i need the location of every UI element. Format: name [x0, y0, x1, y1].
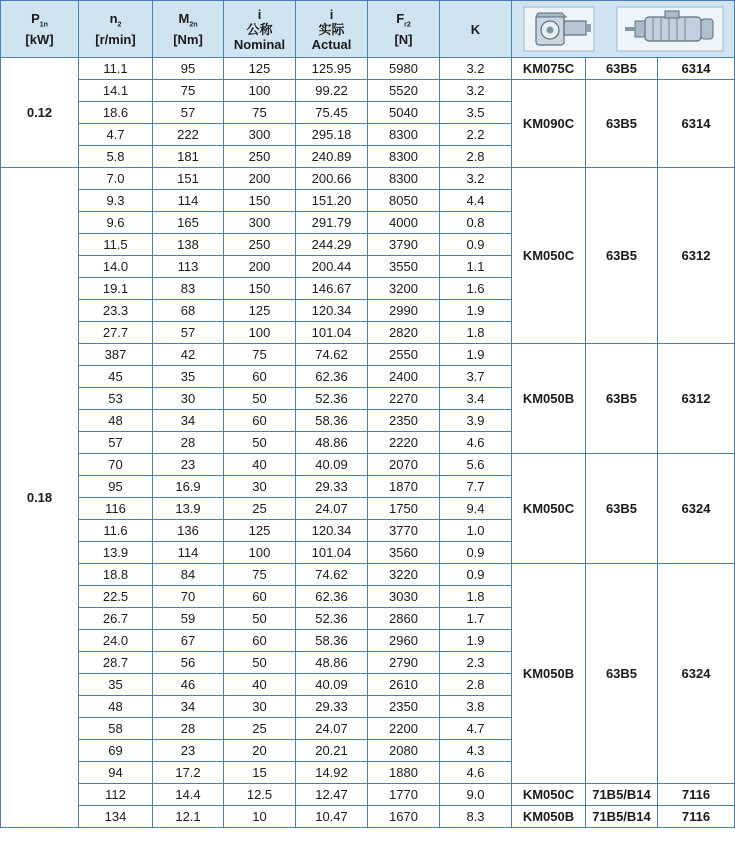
ratio-actual-cell: 48.86: [296, 432, 368, 454]
radial-force-cell: 2220: [368, 432, 440, 454]
ratio-nominal-cell: 50: [224, 652, 296, 674]
ratio-nominal-symbol: i: [257, 6, 262, 22]
ratio-actual-cell: 52.36: [296, 608, 368, 630]
ratio-nominal-cell: 50: [224, 432, 296, 454]
ratio-actual-cell: 101.04: [296, 542, 368, 564]
speed-cell: 23.3: [79, 300, 153, 322]
product-images-header: [512, 1, 735, 58]
ratio-actual-cell: 58.36: [296, 630, 368, 652]
service-factor-cell: 2.8: [440, 146, 512, 168]
service-factor-cell: 0.8: [440, 212, 512, 234]
radial-force-cell: 2400: [368, 366, 440, 388]
service-factor-cell: 3.4: [440, 388, 512, 410]
ratio-nominal-cell: 75: [224, 344, 296, 366]
torque-cell: 70: [153, 586, 224, 608]
radial-force-cell: 2960: [368, 630, 440, 652]
ratio-nominal-cell: 200: [224, 256, 296, 278]
radial-force-cell: 2610: [368, 674, 440, 696]
speed-cell: 27.7: [79, 322, 153, 344]
ratio-nominal-cell: 15: [224, 762, 296, 784]
radial-force-cell: 2790: [368, 652, 440, 674]
torque-cell: 68: [153, 300, 224, 322]
ratio-nominal-cell: 25: [224, 718, 296, 740]
service-factor-cell: 3.7: [440, 366, 512, 388]
radial-force-subscript: r2: [404, 21, 411, 29]
radial-force-cell: 1670: [368, 806, 440, 828]
speed-cell: 95: [79, 476, 153, 498]
flange-cell: 63B5: [586, 564, 658, 784]
ratio-nominal-en-label: Nominal: [233, 36, 286, 52]
ratio-actual-cell: 146.67: [296, 278, 368, 300]
ratio-nominal-cell: 30: [224, 476, 296, 498]
ratio-nominal-cell: 75: [224, 564, 296, 586]
ratio-actual-cell: 295.18: [296, 124, 368, 146]
model-cell: KM050C: [512, 168, 586, 344]
ratio-nominal-cell: 100: [224, 322, 296, 344]
torque-symbol: M: [178, 10, 190, 26]
speed-cell: 11.1: [79, 58, 153, 80]
ratio-actual-cell: 62.36: [296, 366, 368, 388]
ratio-nominal-cell: 250: [224, 146, 296, 168]
speed-cell: 116: [79, 498, 153, 520]
ratio-actual-cell: 12.47: [296, 784, 368, 806]
speed-cell: 58: [79, 718, 153, 740]
service-factor-cell: 0.9: [440, 564, 512, 586]
flange-cell: 63B5: [586, 168, 658, 344]
col-radial-force-header: [368, 1, 440, 58]
service-factor-cell: 1.9: [440, 344, 512, 366]
table-row: [1, 344, 735, 366]
speed-cell: 11.5: [79, 234, 153, 256]
radial-force-cell: 2080: [368, 740, 440, 762]
col-ratio-nominal-header: [224, 1, 296, 58]
service-factor-cell: 4.6: [440, 432, 512, 454]
service-factor-cell: 4.7: [440, 718, 512, 740]
radial-force-cell: 2550: [368, 344, 440, 366]
speed-symbol: n: [109, 10, 118, 26]
radial-force-cell: 8300: [368, 146, 440, 168]
service-factor-cell: 1.6: [440, 278, 512, 300]
ratio-nominal-cell: 300: [224, 212, 296, 234]
torque-cell: 34: [153, 696, 224, 718]
torque-cell: 165: [153, 212, 224, 234]
ratio-nominal-cell: 50: [224, 388, 296, 410]
torque-cell: 34: [153, 410, 224, 432]
radial-force-cell: 3560: [368, 542, 440, 564]
power-subscript: 1n: [39, 21, 48, 29]
speed-cell: 7.0: [79, 168, 153, 190]
ratio-actual-cell: 74.62: [296, 564, 368, 586]
ratio-actual-cell: 74.62: [296, 344, 368, 366]
code-cell: 6314: [658, 80, 735, 168]
torque-cell: 17.2: [153, 762, 224, 784]
speed-cell: 19.1: [79, 278, 153, 300]
ratio-nominal-cell: 40: [224, 454, 296, 476]
service-factor-cell: 2.8: [440, 674, 512, 696]
ratio-actual-cell: 48.86: [296, 652, 368, 674]
radial-force-cell: 3550: [368, 256, 440, 278]
radial-force-symbol: F: [396, 10, 405, 26]
radial-force-cell: 5980: [368, 58, 440, 80]
radial-force-cell: 3200: [368, 278, 440, 300]
speed-cell: 48: [79, 696, 153, 718]
code-cell: 6324: [658, 564, 735, 784]
speed-cell: 134: [79, 806, 153, 828]
service-factor-cell: 4.3: [440, 740, 512, 762]
ratio-nominal-cell: 60: [224, 410, 296, 432]
ratio-actual-cell: 62.36: [296, 586, 368, 608]
col-torque-header: [153, 1, 224, 58]
speed-cell: 22.5: [79, 586, 153, 608]
torque-cell: 23: [153, 454, 224, 476]
service-factor-cell: 1.9: [440, 300, 512, 322]
torque-cell: 151: [153, 168, 224, 190]
torque-subscript: 2n: [189, 21, 198, 29]
speed-cell: 94: [79, 762, 153, 784]
torque-cell: 35: [153, 366, 224, 388]
table-row: [1, 168, 735, 190]
speed-cell: 4.7: [79, 124, 153, 146]
speed-cell: 35: [79, 674, 153, 696]
ratio-nominal-cell: 60: [224, 630, 296, 652]
ratio-nominal-cell: 300: [224, 124, 296, 146]
code-cell: 6314: [658, 58, 735, 80]
power-value: 0.18: [1, 168, 79, 828]
ratio-actual-cell: 24.07: [296, 498, 368, 520]
ratio-nominal-cell: 125: [224, 520, 296, 542]
ratio-nominal-cell: 10: [224, 806, 296, 828]
service-factor-cell: 1.1: [440, 256, 512, 278]
torque-cell: 75: [153, 80, 224, 102]
ratio-actual-cell: 52.36: [296, 388, 368, 410]
ratio-nominal-cell: 50: [224, 608, 296, 630]
ratio-nominal-cn-label: 公称: [246, 21, 273, 37]
col-power-header: [1, 1, 79, 58]
col-ratio-actual-header: [296, 1, 368, 58]
col-speed-header: [79, 1, 153, 58]
service-factor-cell: 0.9: [440, 542, 512, 564]
ratio-nominal-cell: 75: [224, 102, 296, 124]
speed-cell: 9.6: [79, 212, 153, 234]
speed-cell: 14.0: [79, 256, 153, 278]
speed-cell: 48: [79, 410, 153, 432]
speed-cell: 387: [79, 344, 153, 366]
torque-cell: 16.9: [153, 476, 224, 498]
ratio-actual-cell: 40.09: [296, 454, 368, 476]
ratio-actual-cn-label: 实际: [318, 21, 345, 37]
radial-force-cell: 2990: [368, 300, 440, 322]
torque-cell: 136: [153, 520, 224, 542]
ratio-actual-cell: 120.34: [296, 520, 368, 542]
radial-force-cell: 5520: [368, 80, 440, 102]
radial-force-unit: [N]: [394, 32, 413, 48]
torque-cell: 12.1: [153, 806, 224, 828]
torque-cell: 14.4: [153, 784, 224, 806]
speed-cell: 53: [79, 388, 153, 410]
ratio-nominal-cell: 150: [224, 278, 296, 300]
radial-force-cell: 2350: [368, 410, 440, 432]
ratio-actual-cell: 125.95: [296, 58, 368, 80]
ratio-actual-cell: 29.33: [296, 696, 368, 718]
model-cell: KM090C: [512, 80, 586, 168]
torque-cell: 138: [153, 234, 224, 256]
ratio-actual-cell: 24.07: [296, 718, 368, 740]
ratio-actual-cell: 200.44: [296, 256, 368, 278]
model-cell: KM050B: [512, 344, 586, 454]
torque-cell: 28: [153, 432, 224, 454]
ratio-actual-cell: 151.20: [296, 190, 368, 212]
radial-force-cell: 2070: [368, 454, 440, 476]
service-factor-cell: 1.0: [440, 520, 512, 542]
ratio-actual-cell: 40.09: [296, 674, 368, 696]
ratio-nominal-cell: 12.5: [224, 784, 296, 806]
ratio-actual-cell: 120.34: [296, 300, 368, 322]
torque-cell: 114: [153, 542, 224, 564]
ratio-actual-cell: 58.36: [296, 410, 368, 432]
torque-cell: 46: [153, 674, 224, 696]
radial-force-cell: 1870: [368, 476, 440, 498]
flange-cell: 71B5/B14: [586, 784, 658, 806]
table-row: [1, 564, 735, 586]
torque-cell: 114: [153, 190, 224, 212]
speed-unit: [r/min]: [95, 32, 136, 48]
table-row: [1, 806, 735, 828]
radial-force-cell: 8300: [368, 124, 440, 146]
radial-force-cell: 8050: [368, 190, 440, 212]
ratio-nominal-cell: 40: [224, 674, 296, 696]
radial-force-cell: 1770: [368, 784, 440, 806]
speed-cell: 18.8: [79, 564, 153, 586]
torque-cell: 30: [153, 388, 224, 410]
torque-cell: 95: [153, 58, 224, 80]
torque-cell: 181: [153, 146, 224, 168]
service-factor-cell: 4.6: [440, 762, 512, 784]
ratio-nominal-cell: 60: [224, 366, 296, 388]
speed-cell: 5.8: [79, 146, 153, 168]
ratio-actual-cell: 20.21: [296, 740, 368, 762]
speed-cell: 57: [79, 432, 153, 454]
table-row: [1, 58, 735, 80]
radial-force-cell: 3030: [368, 586, 440, 608]
radial-force-cell: 5040: [368, 102, 440, 124]
power-symbol: P: [31, 10, 40, 26]
model-cell: KM050C: [512, 784, 586, 806]
ratio-actual-cell: 291.79: [296, 212, 368, 234]
service-factor-cell: 1.8: [440, 586, 512, 608]
ratio-nominal-cell: 60: [224, 586, 296, 608]
ratio-actual-cell: 99.22: [296, 80, 368, 102]
torque-cell: 13.9: [153, 498, 224, 520]
flange-cell: 63B5: [586, 454, 658, 564]
speed-cell: 11.6: [79, 520, 153, 542]
torque-cell: 222: [153, 124, 224, 146]
radial-force-cell: 8300: [368, 168, 440, 190]
code-cell: 6324: [658, 454, 735, 564]
speed-cell: 28.7: [79, 652, 153, 674]
speed-cell: 112: [79, 784, 153, 806]
service-factor-cell: 3.2: [440, 80, 512, 102]
radial-force-cell: 4000: [368, 212, 440, 234]
table-row: [1, 454, 735, 476]
service-factor-cell: 2.2: [440, 124, 512, 146]
ratio-nominal-cell: 125: [224, 58, 296, 80]
service-factor-cell: 1.8: [440, 322, 512, 344]
header-row: [1, 1, 735, 58]
ratio-actual-cell: 10.47: [296, 806, 368, 828]
power-unit: [kW]: [25, 32, 54, 48]
service-factor-cell: 5.6: [440, 454, 512, 476]
ratio-nominal-cell: 100: [224, 542, 296, 564]
torque-cell: 84: [153, 564, 224, 586]
ratio-actual-cell: 29.33: [296, 476, 368, 498]
service-factor-cell: 3.2: [440, 58, 512, 80]
flange-cell: 63B5: [586, 58, 658, 80]
speed-cell: 18.6: [79, 102, 153, 124]
service-factor-cell: 3.8: [440, 696, 512, 718]
speed-cell: 14.1: [79, 80, 153, 102]
service-factor-cell: 7.7: [440, 476, 512, 498]
radial-force-cell: 3790: [368, 234, 440, 256]
ratio-actual-cell: 240.89: [296, 146, 368, 168]
table-row: [1, 80, 735, 102]
radial-force-cell: 1880: [368, 762, 440, 784]
service-factor-cell: 1.9: [440, 630, 512, 652]
speed-cell: 9.3: [79, 190, 153, 212]
service-factor-cell: 2.3: [440, 652, 512, 674]
code-cell: 6312: [658, 168, 735, 344]
radial-force-cell: 2820: [368, 322, 440, 344]
torque-cell: 57: [153, 102, 224, 124]
speed-cell: 69: [79, 740, 153, 762]
ratio-nominal-cell: 250: [224, 234, 296, 256]
flange-cell: 71B5/B14: [586, 806, 658, 828]
service-factor-cell: 9.0: [440, 784, 512, 806]
ratio-actual-cell: 14.92: [296, 762, 368, 784]
code-cell: 7116: [658, 784, 735, 806]
torque-unit: [Nm]: [173, 32, 203, 48]
code-cell: 6312: [658, 344, 735, 454]
speed-cell: 24.0: [79, 630, 153, 652]
ratio-actual-cell: 200.66: [296, 168, 368, 190]
table-row: [1, 784, 735, 806]
service-factor-cell: 3.9: [440, 410, 512, 432]
radial-force-cell: 2860: [368, 608, 440, 630]
speed-cell: 70: [79, 454, 153, 476]
service-factor-cell: 1.7: [440, 608, 512, 630]
torque-cell: 56: [153, 652, 224, 674]
service-factor-cell: 3.5: [440, 102, 512, 124]
service-factor-cell: 4.4: [440, 190, 512, 212]
ratio-actual-cell: 101.04: [296, 322, 368, 344]
service-factor-symbol: K: [470, 21, 481, 37]
torque-cell: 113: [153, 256, 224, 278]
radial-force-cell: 2270: [368, 388, 440, 410]
ratio-nominal-cell: 200: [224, 168, 296, 190]
model-cell: KM075C: [512, 58, 586, 80]
ratio-nominal-cell: 20: [224, 740, 296, 762]
speed-cell: 26.7: [79, 608, 153, 630]
ratio-nominal-cell: 100: [224, 80, 296, 102]
ratio-nominal-cell: 150: [224, 190, 296, 212]
radial-force-cell: 1750: [368, 498, 440, 520]
model-cell: KM050C: [512, 454, 586, 564]
service-factor-cell: 9.4: [440, 498, 512, 520]
service-factor-cell: 0.9: [440, 234, 512, 256]
torque-cell: 28: [153, 718, 224, 740]
radial-force-cell: 3220: [368, 564, 440, 586]
speed-subscript: 2: [117, 21, 122, 29]
torque-cell: 59: [153, 608, 224, 630]
flange-cell: 63B5: [586, 344, 658, 454]
ratio-actual-symbol: i: [329, 6, 334, 22]
ratio-actual-en-label: Actual: [311, 36, 352, 52]
model-cell: KM050B: [512, 806, 586, 828]
electric-motor-icon: [615, 5, 725, 53]
code-cell: 7116: [658, 806, 735, 828]
torque-cell: 83: [153, 278, 224, 300]
flange-cell: 63B5: [586, 80, 658, 168]
service-factor-cell: 3.2: [440, 168, 512, 190]
power-value: 0.12: [1, 58, 79, 168]
radial-force-cell: 2200: [368, 718, 440, 740]
service-factor-cell: 8.3: [440, 806, 512, 828]
ratio-actual-cell: 244.29: [296, 234, 368, 256]
torque-cell: 67: [153, 630, 224, 652]
torque-cell: 57: [153, 322, 224, 344]
ratio-actual-cell: 75.45: [296, 102, 368, 124]
torque-cell: 42: [153, 344, 224, 366]
speed-cell: 13.9: [79, 542, 153, 564]
ratio-nominal-cell: 30: [224, 696, 296, 718]
radial-force-cell: 3770: [368, 520, 440, 542]
ratio-nominal-cell: 25: [224, 498, 296, 520]
model-cell: KM050B: [512, 564, 586, 784]
table-body: [1, 58, 735, 828]
worm-gearbox-icon: [522, 5, 596, 53]
speed-cell: 45: [79, 366, 153, 388]
ratio-nominal-cell: 125: [224, 300, 296, 322]
torque-cell: 23: [153, 740, 224, 762]
radial-force-cell: 2350: [368, 696, 440, 718]
col-service-factor-header: [440, 1, 512, 58]
